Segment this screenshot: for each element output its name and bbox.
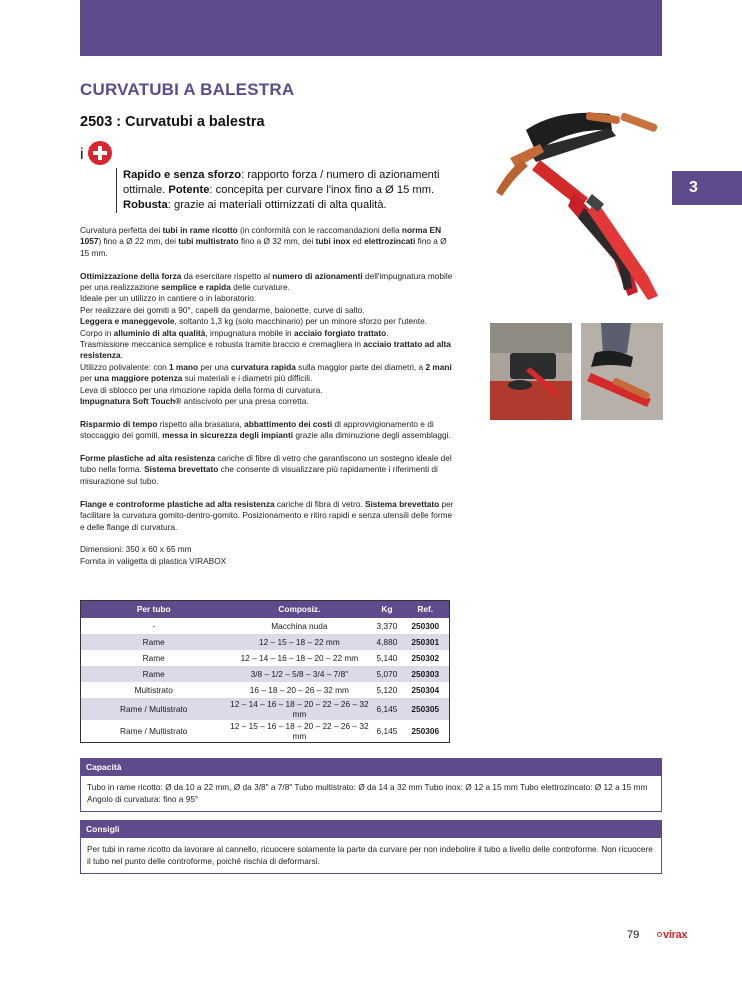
col-header-composition: Composiz. (226, 601, 372, 618)
col-header-ref: Ref. (402, 601, 450, 618)
col-header-tube: Per tubo (81, 601, 227, 618)
section-title: CURVATUBI A BALESTRA (80, 80, 295, 99)
swiss-cross-icon (88, 141, 112, 165)
product-description (80, 225, 458, 579)
paragraph-intro: Curvatura perfetta dei tubi in rame ricotto (in conformità con le raccomandazioni della norma EN 1057) fino a Ø 22 mm, dei tubi multistrato fino a Ø 32 mm, dei tubi inox ed elettrozincati fino a Ø 15 mm. (80, 225, 447, 258)
capacity-text: Tubo in rame ricotto: Ø da 10 a 22 mm, Ø da 3/8" a 7/8" Tubo multistrato: Ø da 14 a 32 mm Tubo inox: Ø 12 a 15 mm Tubo elettrozincato: Ø 12 a 15 mm Angolo di curvatura: fino a 95° (87, 782, 648, 804)
logo-ring-icon (657, 932, 662, 937)
tips-text: Per tubi in rame ricotto da lavorare al cannello, ricuocere solamente la parte da curvare per non indebolire il tubo a livello delle controforme. Non ricuocere il tubo nel punto delle controforme, poiché rischia di deformarsi. (87, 844, 653, 866)
product-title: 2503 : Curvatubi a balestra (80, 114, 265, 130)
paragraph-forms: Forme plastiche ad alta resistenza cariche di fibre di vetro che garantiscono un sostegno ideale del tubo nella forma. Sistema brevettato che consente di visualizzare più rapidamente i riferimenti di misurazione sul tubo. (80, 453, 452, 486)
table-row: Multistrato 16 – 18 – 20 – 26 – 32 mm 5,120 250304 (134, 684, 440, 695)
capacity-box (80, 758, 662, 812)
table-row: Rame / Multistrato 12 – 15 – 16 – 18 – 20 – 22 – 26 – 32 mm 6,145 250306 (120, 720, 440, 741)
table-row: Rame / Multistrato 12 – 14 – 16 – 18 – 20 – 22 – 26 – 32 mm 6,145 250305 (81, 698, 450, 720)
table-row: Rame 3/8 – 1/2 – 5/8 – 3/4 – 7/8" 5,070 250303 (81, 666, 450, 682)
capacity-title: Capacità (81, 759, 661, 776)
tips-box (80, 820, 662, 874)
highlight-block: Rapido e senza sforzo: rapporto forza / numero di azionamenti ottimale. Potente: concepita per curvare l'inox fino a Ø 15 mm. Robusta: grazie ai materiali ottimizzati di alta qualità. (116, 168, 466, 213)
page-number: 79 (627, 929, 640, 941)
brand-logo: virax (657, 929, 687, 941)
usage-photo-floor (581, 323, 663, 420)
header-band (80, 0, 662, 56)
pipe-bender-image (488, 100, 666, 305)
paragraph-savings: Risparmio di tempo rispetto alla brasatura, abbattimento dei costi di approvvigionamento e di stoccaggio dei gomiti, messa in sicurezza degli impianti grazie alla diminuzione degli assemblaggi. (80, 418, 451, 441)
table-header-row (81, 601, 450, 618)
paragraph-dimensions: Dimensioni: 350 x 60 x 65 mm Fornita in valigetta di plastica VIRABOX (80, 544, 227, 566)
table-row: Rame 12 – 14 – 16 – 18 – 20 – 22 mm 5,140 250302 (142, 652, 440, 663)
table-row: Rame 12 – 15 – 18 – 22 mm 4,880 250301 (81, 634, 450, 650)
section-tab[interactable]: 3 (672, 171, 742, 205)
product-table (80, 600, 450, 743)
paragraph-features: Ottimizzazione della forza da esercitare rispetto al numero di azionamenti dell'impugnatura mobile per una realizzazione semplice e rapida delle curvature. Ideale per un utilizzo in cantiere o in laboratorio. Per realizzare dei gomiti a 90°, capelli da gendarme, baionette, curve di salto. Leggera e maneggevole, soltanto 1,3 kg (solo macchinario) per un minore sforzo per l'utente. Corpo in alluminio di alta qualità, impugnatura mobile in acciaio forgiato trattato. Trasmissione meccanica semplice e robusta tramite braccio e cremagliera in acciaio trattato ad alta resistenza. Utilizzo polivalente: con 1 mano per una curvatura rapida sulla maggior parte dei diametri, a 2 mani per una maggiore potenza sui materiali e i diametri più difficili. Leva di sblocco per una rimozione rapida della forma di curvatura. Impugnatura Soft Touch® antiscivolo per una presa corretta. (80, 270, 453, 407)
col-header-kg: Kg (372, 601, 401, 618)
table-row: - Macchina nuda 3,370 250300 (152, 620, 440, 631)
paragraph-flanges: Flange e controforme plastiche ad alta resistenza cariche di fibra di vetro. Sistema brevettato per facilitare la curvatura gomito-dentro-gomito. Posizionamento e ritiro rapidi e senza utensili delle forme e delle flange di curvatura. (80, 498, 454, 532)
info-icon: i (80, 146, 84, 163)
usage-photo-workbench (490, 323, 572, 420)
tips-title: Consigli (81, 821, 661, 838)
